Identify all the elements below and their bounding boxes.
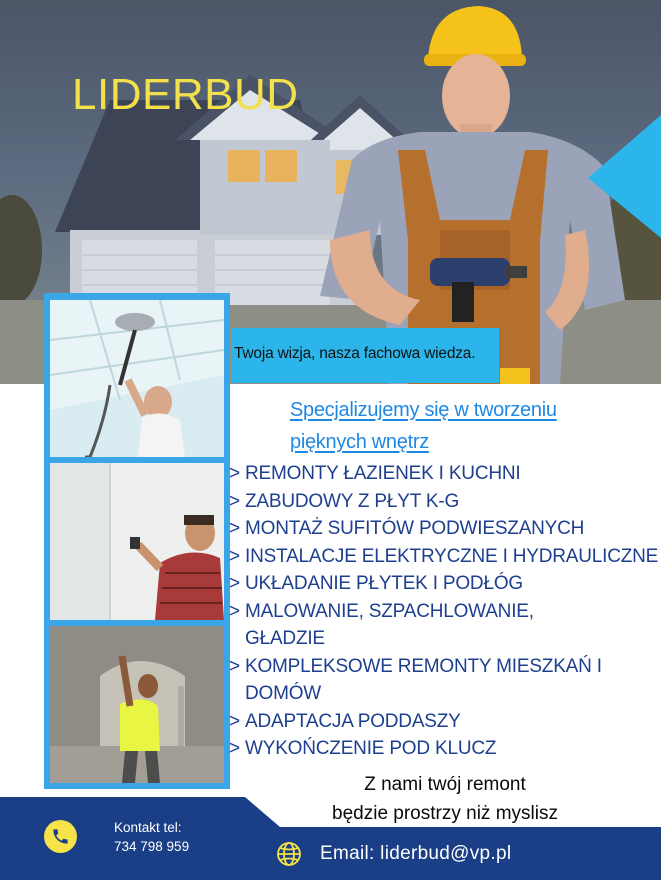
services-list xyxy=(229,460,661,763)
service-item: > KOMPLEKSOWE REMONTY MIESZKAŃ I xyxy=(229,655,602,677)
service-item: > WYKOŃCZENIE POD KLUCZ xyxy=(229,738,497,759)
contact-email[interactable]: Email: liderbud@vp.pl xyxy=(320,843,512,864)
contact-phone-number[interactable]: 734 798 959 xyxy=(114,839,190,854)
photo-gallery xyxy=(44,293,230,789)
drywall-installation-photo xyxy=(50,463,224,620)
phone-icon xyxy=(44,820,77,853)
heading-line-2: pięknych wnętrz xyxy=(290,431,429,453)
wall-painting-photo xyxy=(50,626,224,783)
specialization-heading xyxy=(290,394,640,458)
globe-icon xyxy=(276,841,302,867)
service-item-continuation: DOMÓW xyxy=(245,683,322,704)
service-item: > INSTALACJE ELEKTRYCZNE I HYDRAULICZNE xyxy=(229,545,659,567)
heading-line-1: Specjalizujemy się w tworzeniu xyxy=(290,399,557,421)
service-item: > REMONTY ŁAZIENEK I KUCHNI xyxy=(229,463,521,484)
contact-label: Kontakt tel: xyxy=(114,820,182,835)
brand-logo-text: LIDERBUD xyxy=(72,70,299,119)
ceiling-sanding-photo xyxy=(50,300,224,457)
service-item: > ZABUDOWY Z PŁYT K-G xyxy=(229,490,460,512)
service-item: > MONTAŻ SUFITÓW PODWIESZANYCH xyxy=(229,518,585,539)
footer-bar xyxy=(0,797,661,880)
promise-line-2: będzie prostrzy niż myslisz xyxy=(332,803,558,824)
tagline-text: Twoja wizja, nasza fachowa wiedza. xyxy=(234,345,476,362)
promise-line-1: Z nami twój remont xyxy=(364,774,526,795)
service-item: > UKŁADANIE PŁYTEK I PODŁÓG xyxy=(229,573,523,594)
service-item-continuation: GŁADZIE xyxy=(245,628,325,649)
service-item: > ADAPTACJA PODDASZY xyxy=(229,710,461,732)
service-item: > MALOWANIE, SZPACHLOWANIE, xyxy=(229,600,534,622)
